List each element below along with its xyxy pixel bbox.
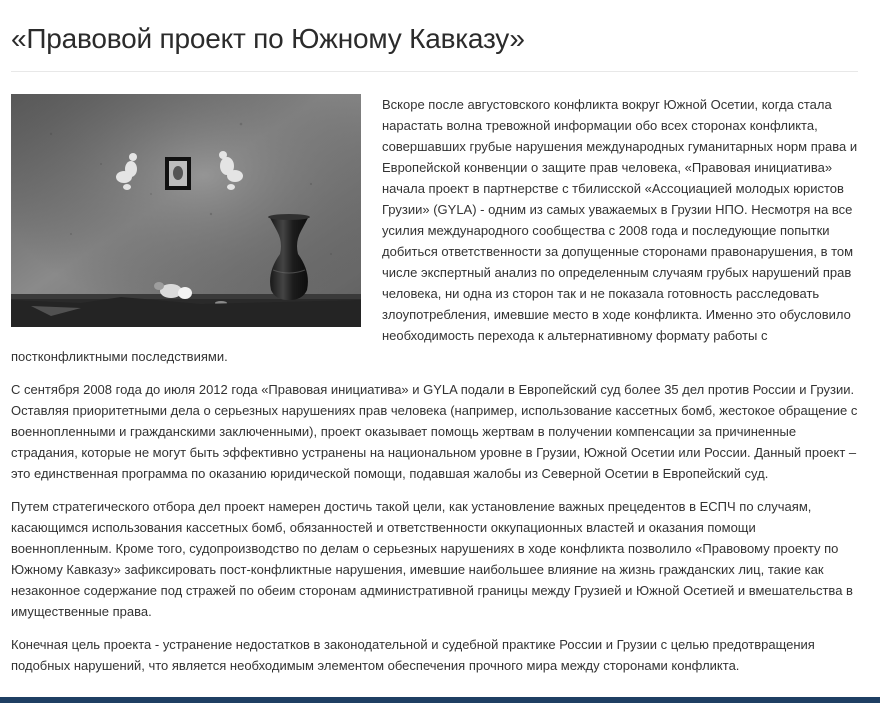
article-paragraph: Вскоре после августовского конфликта вокруг Южной Осетии, когда стала нарастать волна тревожной информации обо всех сторонах конфликта, совершавших грубые нарушения международных гуманитарных норм права и Европейской конвенции о защите прав человека, «Правовая инициатива» начала проект в партнерстве с тбилисской «Ассоциацией молодых юристов Грузии» (GYLA) - одним из самых уважаемых в Грузии НПО. Несмотря на все усилия международного сообщества с 2008 года и последующие попытки добиться ответственности за допущенные сторонами правонарушения, в том числе экспертный анализ по определенным случаям грубых нарушений прав человека, ни одна из сторон так и не показала готовность расследовать злоупотребления, имевшие место в ходе конфликта. Именно это обусловило необходимость перехода к альтернативному формату работы с постконфликтными последствиями. [11, 97, 858, 364]
footer-bar [0, 697, 880, 703]
page-title: «Правовой проект по Южному Кавказу» [11, 23, 525, 54]
article-paragraph: Путем стратегического отбора дел проект намерен достичь такой цели, как установление важных прецедентов в ЕСПЧ по случаям, касающимся использования кассетных бомб, обязанностей и ответственности оккупационных властей и оказания помощи военнопленным. Кроме того, судопроизводство по делам о серьезных нарушениях в ходе конфликта позволило «Правовому проекту по Южному Кавказу» зафиксировать пост-конфликтные нарушения, имевшие наибольшее влияние на жизнь гражданских лиц, такие как незаконное содержание под стражей по обеим сторонам административной границы между Грузией и Южной Осетией и вмешательства в имущественные права. [11, 499, 853, 619]
article-paragraph: С сентября 2008 года до июля 2012 года «Правовая инициатива» и GYLA подали в Европейский суд более 35 дел против России и Грузии. Оставляя приоритетными дела о серьезных нарушениях прав человека (например, использование кассетных бомб, жестокое обращение с военнопленными и гражданскими заключенными), проект оказывает помощь жертвам в получении компенсации за причиненные страдания, которые не могут быть эффективно устранены на национальном уровне в Грузии, Южной Осетии или России. Данный проект – это единственная программа по оказанию юридической помощи, подавшая жалобы из Северной Осетии в Европейский суд. [11, 382, 858, 481]
article-paragraph: Конечная цель проекта - устранение недостатков в законодательной и судебной практике России и Грузии с целью предотвращения подобных нарушений, что является необходимым элементом обеспечения прочного мира между сторонами конфликта. [11, 637, 815, 673]
photo-illustration [11, 94, 361, 327]
title-divider [11, 71, 858, 72]
article-body [11, 94, 858, 676]
article-photo [11, 94, 361, 327]
icon-frame-icon [165, 157, 191, 190]
